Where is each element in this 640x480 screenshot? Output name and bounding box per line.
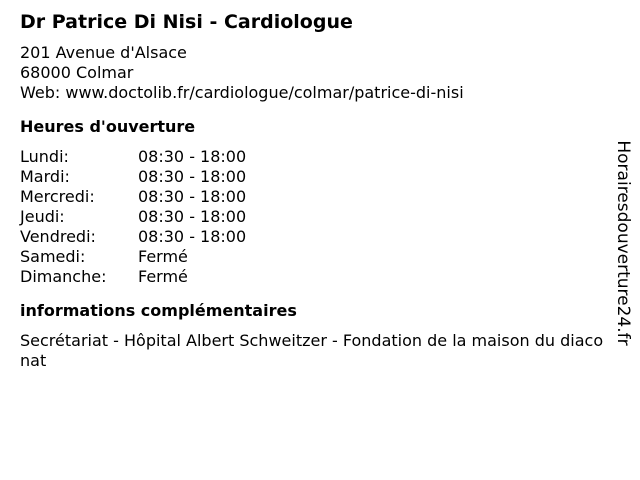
hours-day: Samedi: [20, 247, 86, 266]
hours-row-lundi [20, 147, 610, 167]
hours-row-samedi [20, 247, 610, 267]
hours-time: 08:30 - 18:00 [138, 187, 247, 206]
opening-hours-table [20, 147, 610, 287]
hours-day: Dimanche: [20, 267, 107, 286]
listing-card [20, 9, 610, 371]
additional-info-text: Secrétariat - Hôpital Albert Schweitzer - Fondation de la maison du diaconat [20, 331, 604, 370]
address-city: 68000 Colmar [20, 63, 134, 82]
site-watermark: Horairesdouverture24.fr [613, 140, 633, 346]
hours-time: 08:30 - 18:00 [138, 147, 247, 166]
hours-day: Vendredi: [20, 227, 96, 246]
hours-row-dimanche [20, 267, 610, 287]
hours-day: Lundi: [20, 147, 69, 166]
opening-hours-heading: Heures d'ouverture [20, 117, 196, 136]
hours-day: Mercredi: [20, 187, 95, 206]
additional-info-heading: informations complémentaires [20, 301, 297, 320]
hours-day: Jeudi: [20, 207, 65, 226]
hours-row-mercredi [20, 187, 610, 207]
hours-row-vendredi [20, 227, 610, 247]
page-title: Dr Patrice Di Nisi - Cardiologue [20, 11, 353, 33]
website-line: Web: www.doctolib.fr/cardiologue/colmar/patrice-di-nisi [20, 83, 464, 102]
address-street: 201 Avenue d'Alsace [20, 43, 187, 62]
hours-time: Fermé [138, 247, 188, 266]
hours-day: Mardi: [20, 167, 70, 186]
address-block [20, 43, 610, 103]
hours-row-jeudi [20, 207, 610, 227]
hours-time: 08:30 - 18:00 [138, 167, 247, 186]
hours-time: Fermé [138, 267, 188, 286]
hours-time: 08:30 - 18:00 [138, 207, 247, 226]
hours-row-mardi [20, 167, 610, 187]
hours-time: 08:30 - 18:00 [138, 227, 247, 246]
